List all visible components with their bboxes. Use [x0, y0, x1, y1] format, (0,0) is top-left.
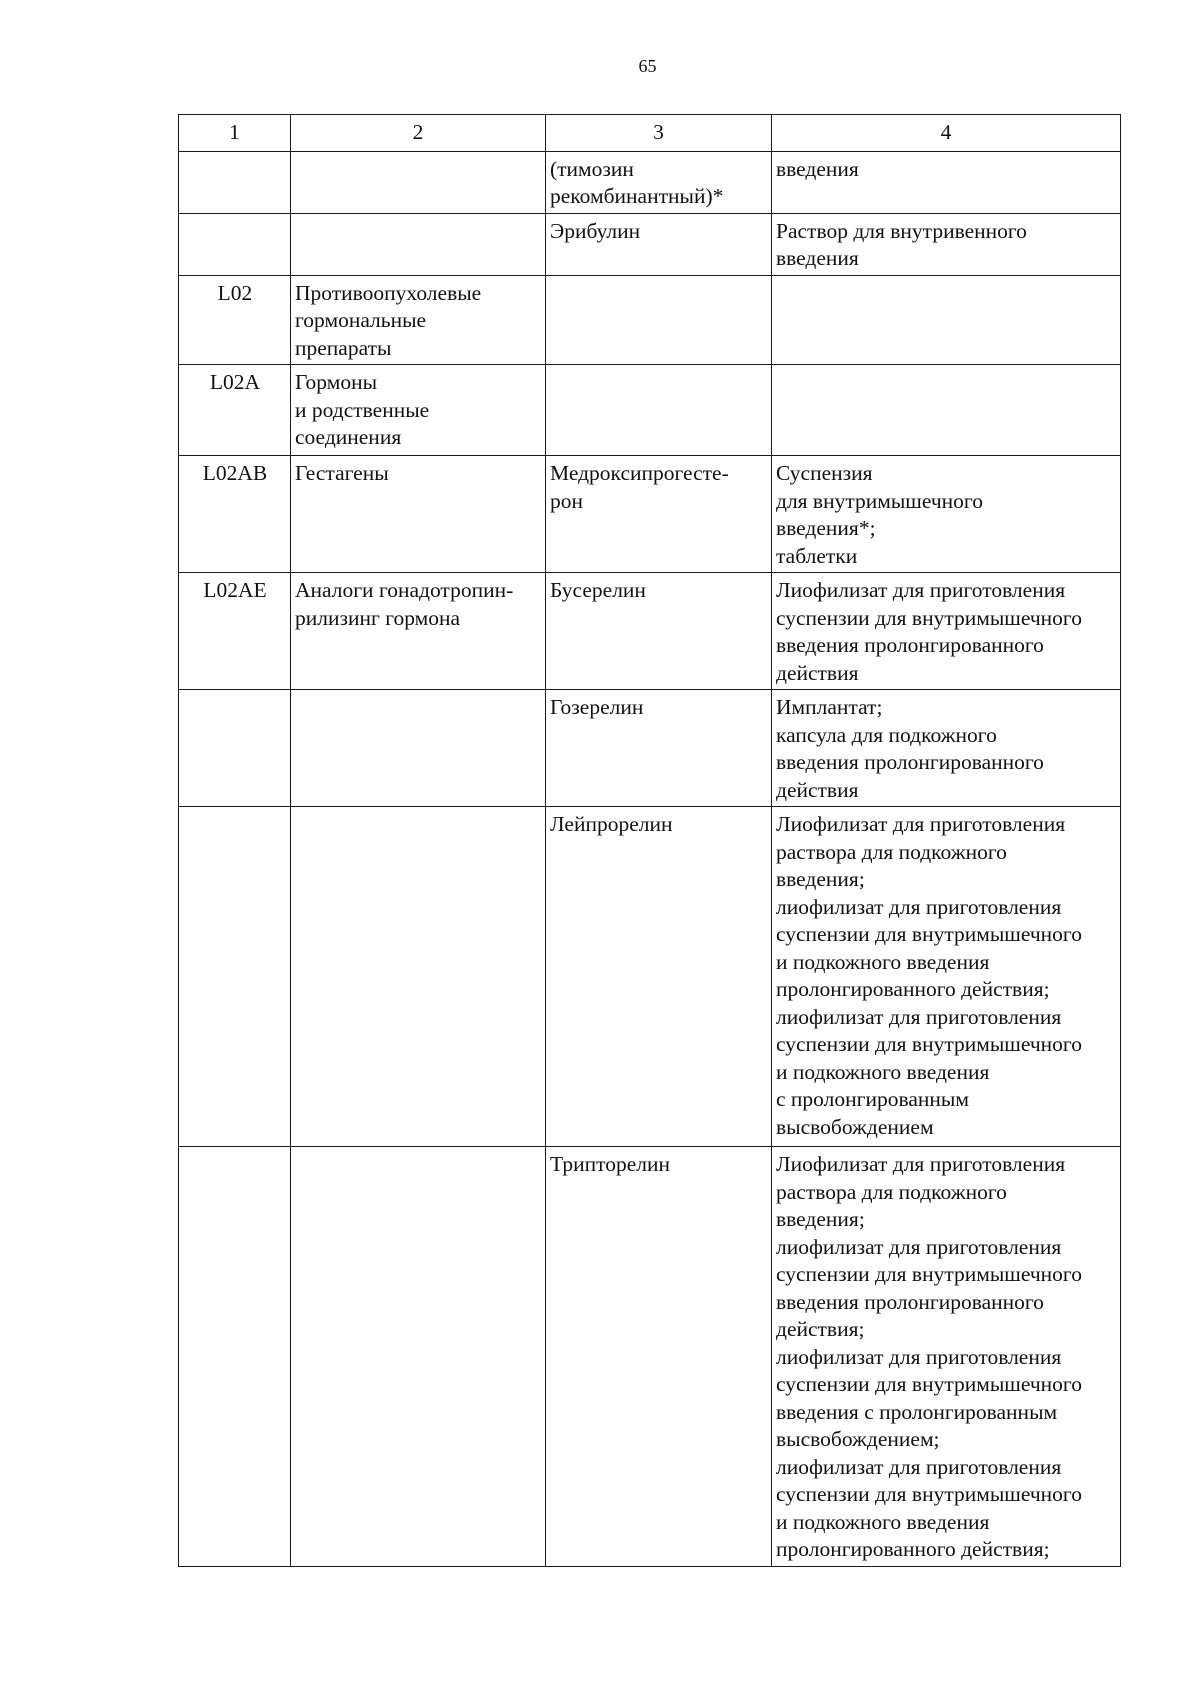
- cell-atc-code: [179, 213, 291, 275]
- cell-line: лиофилизат для приготовления: [776, 1004, 1062, 1029]
- cell-line: введения с пролонгированным: [776, 1399, 1058, 1424]
- cell-atc-code: L02: [179, 275, 291, 365]
- cell-line: введения пролонгированного: [776, 633, 1044, 657]
- cell-drug: [546, 275, 772, 365]
- cell-line: суспензии для внутримышечного: [776, 1262, 1082, 1286]
- cell-atc-code: [179, 690, 291, 807]
- cell-drug: [546, 365, 772, 456]
- cell-group: [291, 1147, 546, 1567]
- cell-group: [291, 151, 546, 213]
- cell-drug: [546, 456, 772, 573]
- cell-atc-code: [179, 151, 291, 213]
- drug-table: [178, 114, 1121, 1567]
- cell-line: суспензии для внутримышечного: [776, 605, 1082, 630]
- cell-drug: [546, 807, 772, 1147]
- cell-line: Эрибулин: [550, 218, 641, 243]
- cell-line: пролонгированного действия;: [776, 1537, 1050, 1561]
- cell-line: введения;: [776, 1207, 865, 1231]
- table-row: [179, 1147, 1121, 1567]
- cell-form: [772, 213, 1121, 275]
- cell-line: суспензии для внутримышечного: [776, 922, 1082, 946]
- cell-line: раствора для подкожного: [776, 1179, 1007, 1204]
- cell-line: введения пролонгированного: [776, 750, 1044, 774]
- cell-line: введения: [776, 156, 859, 181]
- cell-drug: [546, 213, 772, 275]
- header-col-4: 4: [772, 115, 1121, 152]
- cell-group: [291, 275, 546, 365]
- table-body: [179, 151, 1121, 1566]
- cell-line: Гозерелин: [550, 695, 644, 719]
- cell-line: для внутримышечного: [776, 488, 983, 513]
- cell-line: Бусерелин: [550, 578, 646, 602]
- header-col-3: 3: [546, 115, 772, 152]
- cell-line: (тимозин: [550, 156, 634, 181]
- cell-group: [291, 807, 546, 1147]
- cell-line: и подкожного введения: [776, 949, 990, 974]
- cell-line: Аналоги гонадотропин-: [295, 578, 514, 602]
- table-row: [179, 456, 1121, 573]
- cell-line: пролонгированного действия;: [776, 977, 1050, 1001]
- cell-line: Лиофилизат для приготовления: [776, 578, 1066, 602]
- cell-line: Лиофилизат для приготовления: [776, 812, 1066, 836]
- cell-form: [772, 573, 1121, 690]
- cell-line: лиофилизат для приготовления: [776, 1234, 1062, 1259]
- cell-line: действия;: [776, 1317, 865, 1341]
- cell-group: [291, 213, 546, 275]
- cell-line: высвобождением;: [776, 1427, 940, 1451]
- cell-form: [772, 1147, 1121, 1567]
- cell-line: введения*;: [776, 516, 876, 540]
- cell-form: [772, 275, 1121, 365]
- table-row: [179, 151, 1121, 213]
- cell-line: Лиофилизат для приготовления: [776, 1152, 1066, 1176]
- cell-line: высвобождением: [776, 1114, 934, 1139]
- cell-atc-code: [179, 807, 291, 1147]
- cell-line: Имплантат;: [776, 695, 883, 719]
- cell-line: Гормоны: [295, 370, 378, 394]
- cell-drug: [546, 151, 772, 213]
- cell-line: Трипторелин: [550, 1152, 670, 1176]
- cell-line: и родственные: [295, 397, 430, 422]
- cell-atc-code: L02AE: [179, 573, 291, 690]
- cell-line: Раствор для внутривенного: [776, 218, 1027, 243]
- table-row: [179, 690, 1121, 807]
- cell-atc-code: L02AB: [179, 456, 291, 573]
- cell-atc-code: [179, 1147, 291, 1567]
- cell-line: и подкожного введения: [776, 1059, 990, 1084]
- cell-line: введения: [776, 246, 859, 270]
- cell-line: рекомбинантный)*: [550, 184, 724, 208]
- cell-group: [291, 690, 546, 807]
- cell-drug: [546, 1147, 772, 1567]
- cell-line: препараты: [295, 335, 392, 360]
- cell-line: Гестагены: [295, 461, 389, 485]
- cell-line: гормональные: [295, 308, 427, 332]
- cell-line: рон: [550, 488, 584, 513]
- cell-drug: [546, 690, 772, 807]
- header-col-1: 1: [179, 115, 291, 152]
- cell-form: [772, 690, 1121, 807]
- cell-line: Противоопухолевые: [295, 280, 482, 305]
- cell-line: капсула для подкожного: [776, 722, 997, 747]
- table-header-row: [179, 115, 1121, 152]
- cell-line: Лейпрорелин: [550, 812, 673, 836]
- table-row: [179, 573, 1121, 690]
- cell-line: действия: [776, 660, 859, 685]
- cell-line: раствора для подкожного: [776, 839, 1007, 864]
- cell-line: введения пролонгированного: [776, 1289, 1044, 1314]
- cell-atc-code: L02A: [179, 365, 291, 456]
- cell-line: лиофилизат для приготовления: [776, 1454, 1062, 1479]
- cell-group: [291, 456, 546, 573]
- cell-form: [772, 151, 1121, 213]
- cell-line: введения;: [776, 867, 865, 891]
- cell-line: действия: [776, 777, 859, 802]
- cell-line: Суспензия: [776, 461, 873, 485]
- cell-drug: [546, 573, 772, 690]
- cell-line: суспензии для внутримышечного: [776, 1032, 1082, 1056]
- cell-line: с пролонгированным: [776, 1087, 969, 1111]
- cell-group: [291, 573, 546, 690]
- cell-line: таблетки: [776, 543, 858, 568]
- cell-line: Медроксипрогесте-: [550, 461, 729, 485]
- cell-line: лиофилизат для приготовления: [776, 894, 1062, 919]
- cell-form: [772, 365, 1121, 456]
- table-row: [179, 807, 1121, 1147]
- page-number: 65: [638, 56, 657, 76]
- cell-line: соединения: [295, 425, 402, 449]
- table-row: [179, 365, 1121, 456]
- cell-line: суспензии для внутримышечного: [776, 1372, 1082, 1396]
- cell-line: лиофилизат для приготовления: [776, 1344, 1062, 1369]
- cell-line: и подкожного введения: [776, 1509, 990, 1534]
- cell-form: [772, 807, 1121, 1147]
- header-col-2: 2: [291, 115, 546, 152]
- cell-form: [772, 456, 1121, 573]
- cell-line: рилизинг гормона: [295, 605, 461, 630]
- table-row: [179, 275, 1121, 365]
- cell-line: суспензии для внутримышечного: [776, 1482, 1082, 1506]
- table-row: [179, 213, 1121, 275]
- cell-group: [291, 365, 546, 456]
